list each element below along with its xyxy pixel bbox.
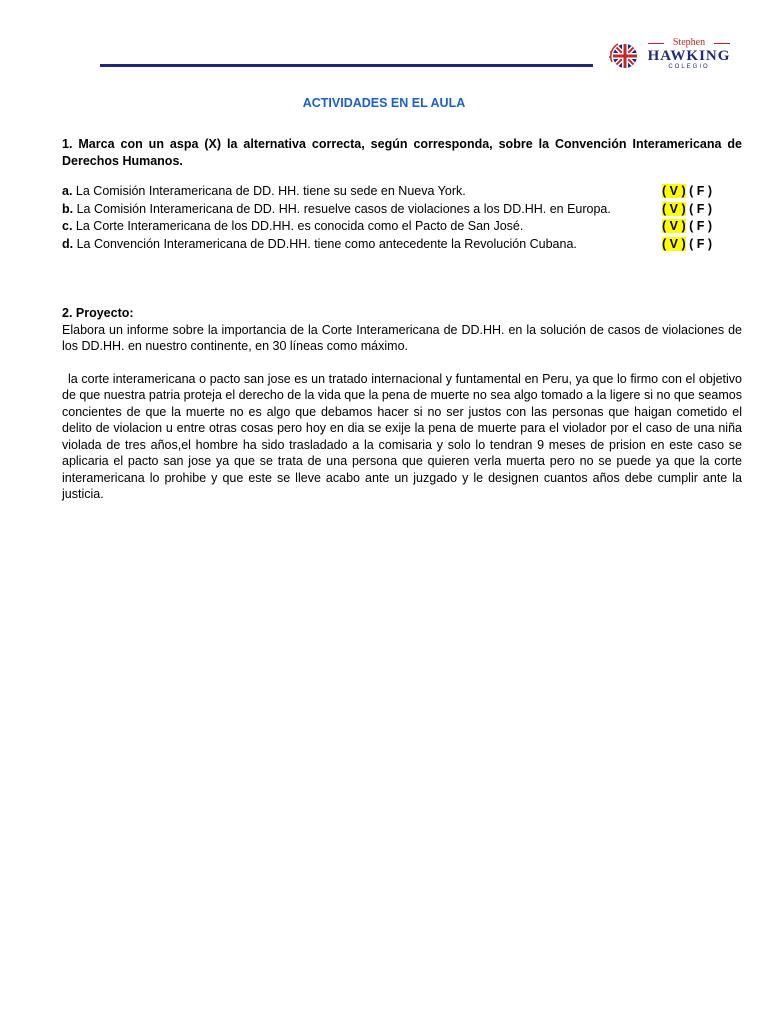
statement-list [62, 183, 742, 253]
true-false-options[interactable] [660, 218, 742, 236]
question-1-heading: 1. Marca con un aspa (X) la alternativa correcta, según corresponda, sobre la Convención Interamericana de Derechos Humanos. [62, 137, 742, 168]
student-answer[interactable]: la corte interamericana o pacto san jose es un tratado internacional y funtamental en Peru, ya que lo firmo con el objetivo de que nuestra patria proteja el derecho de la vida que la pena de muerte no sea algo tomado a la ligere si no que seamos concientes de que la muerte no es algo que debamos hacer si no ser justos con las personas que haigan cometido el delito de violacion u entre otras cosas pero hoy en dia se exije la pena de muerte para el violador por el caso de una niña violada de tres años,el hombre ha sido trasladado a la comisaria y solo lo tendran 9 meses de prision en este caso se aplicaria el pacto san jose ya que se trata de una persona que quieren verla muerta pero no se puede ya que la corte interamericana lo prohibe y que este se lleve acabo ante un juzgado y le designen cuantos años debe cumplir ante la justicia. [62, 371, 742, 501]
statement-body: La Corte Interamericana de los DD.HH. es conocida como el Pacto de San José. [72, 219, 524, 233]
option-v-selected[interactable]: ( V ) [662, 219, 686, 233]
option-f[interactable]: ( F ) [685, 236, 712, 251]
statement-text [62, 183, 466, 201]
statement-c [62, 218, 742, 236]
statement-body: La Convención Interamericana de DD.HH. tiene como antecedente la Revolución Cubana. [73, 236, 577, 251]
statement-text [62, 201, 611, 219]
option-f[interactable]: ( F ) [685, 184, 712, 198]
project-instructions: Elabora un informe sobre la importancia de la Corte Interamericana de DD.HH. en la solución de casos de violaciones de los DD.HH. en nuestro continente, en 30 líneas como máximo. [62, 322, 742, 353]
option-v-selected[interactable]: ( V ) [662, 201, 686, 216]
union-jack-globe-icon [608, 40, 640, 72]
page-title: ACTIVIDADES EN EL AULA [302, 96, 466, 110]
option-f[interactable]: ( F ) [685, 201, 712, 216]
true-false-options[interactable] [660, 236, 742, 254]
statement-letter: a. [62, 184, 73, 198]
statement-letter: c. [62, 219, 73, 233]
logo-sub: COLEGIO [668, 64, 710, 70]
statement-body: La Comisión Interamericana de DD. HH. tiene su sede en Nueva York. [72, 184, 466, 198]
option-v-selected[interactable]: ( V ) [662, 184, 686, 198]
logo-top-text: Stephen [644, 38, 734, 48]
header-rule [100, 64, 593, 67]
logo-name: HAWKING [647, 48, 731, 64]
school-logo [608, 38, 734, 72]
statement-b [62, 201, 742, 219]
statement-text [62, 218, 523, 236]
option-f[interactable]: ( F ) [685, 219, 712, 233]
question-2-heading: 2. Proyecto: [62, 306, 134, 320]
statement-body: La Comisión Interamericana de DD. HH. resuelve casos de violaciones a los DD.HH. en Europa. [73, 201, 611, 216]
logo-wordmark [644, 38, 734, 71]
document-body [62, 136, 742, 503]
statement-d [62, 236, 742, 254]
statement-a [62, 183, 742, 201]
true-false-options[interactable] [660, 201, 742, 219]
true-false-options[interactable] [660, 183, 742, 201]
statement-letter: d. [62, 236, 74, 251]
project-section [62, 305, 742, 503]
option-v-selected[interactable]: ( V ) [662, 236, 686, 251]
statement-text [62, 236, 577, 254]
statement-letter: b. [62, 201, 74, 216]
